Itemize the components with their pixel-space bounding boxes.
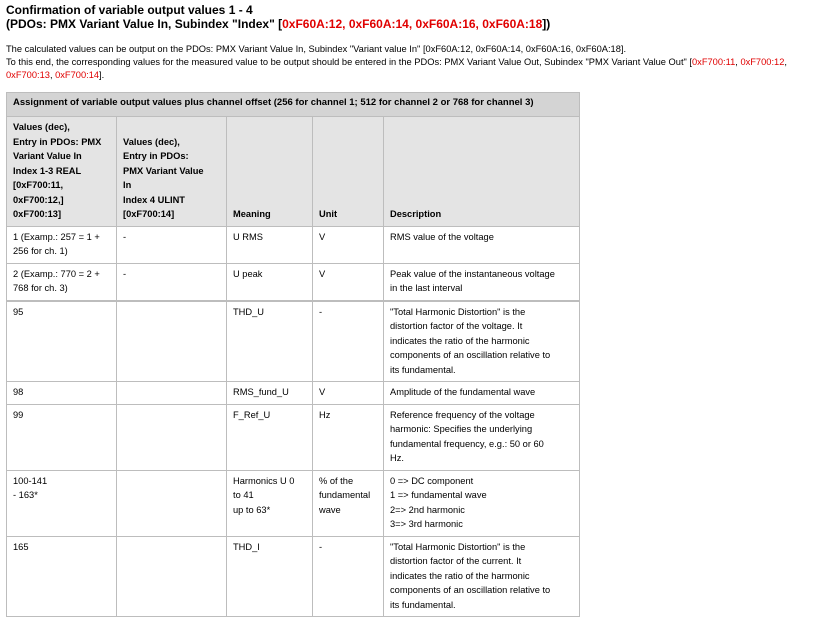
intro-separator-2: , (784, 57, 787, 67)
page-title (6, 3, 550, 31)
cell-meaning: RMS_fund_U (227, 382, 313, 405)
cell-description: "Total Harmonic Distortion" is the distortion factor of the voltage. It indicates the ratio of the harmonic components of an oscillation relative to its fundamental. (384, 301, 580, 382)
intro-code-4: 0xF700:14 (55, 70, 100, 80)
cell-unit: V (313, 382, 384, 405)
table-row (7, 301, 580, 382)
title-line-2-suffix: ]) (542, 17, 551, 31)
intro-code-2: 0xF700:12 (740, 57, 785, 67)
cell-value-ulint (117, 382, 227, 405)
table-row (7, 536, 580, 617)
cell-meaning: U RMS (227, 226, 313, 263)
table-row (7, 263, 580, 300)
cell-value-ulint: - (117, 226, 227, 263)
cell-description: RMS value of the voltage (384, 226, 580, 263)
cell-unit: - (313, 536, 384, 617)
cell-description: Reference frequency of the voltage harmonic: Specifies the underlying fundamental frequency, e.g.: 50 or 60 Hz. (384, 404, 580, 470)
cell-value-ulint (117, 404, 227, 470)
table-row (7, 226, 580, 263)
cell-value-real: 2 (Examp.: 770 = 2 + 768 for ch. 3) (7, 263, 117, 300)
cell-unit: V (313, 263, 384, 300)
header-description: Description (384, 117, 580, 227)
cell-meaning: Harmonics U 0 to 41 up to 63* (227, 470, 313, 536)
title-line-2-prefix: (PDOs: PMX Variant Value In, Subindex "Index" [ (6, 17, 283, 31)
cell-description: Amplitude of the fundamental wave (384, 382, 580, 405)
cell-unit: % of the fundamental wave (313, 470, 384, 536)
cell-unit: Hz (313, 404, 384, 470)
cell-value-real: 100-141 - 163* (7, 470, 117, 536)
cell-meaning: THD_U (227, 301, 313, 382)
cell-value-real: 165 (7, 536, 117, 617)
table-row (7, 404, 580, 470)
table-caption: Assignment of variable output values plus channel offset (256 for channel 1; 512 for channel 2 or 768 for channel 3) (7, 93, 580, 117)
intro-line-1: The calculated values can be output on the PDOs: PMX Variant Value In, Subindex "Variant value In" [0xF60A:12, 0xF60A:14, 0xF60A:16, 0xF60A:18]. (6, 44, 627, 54)
header-meaning: Meaning (227, 117, 313, 227)
intro-paragraph (6, 43, 811, 82)
intro-code-1: 0xF700:11 (692, 57, 736, 67)
cell-meaning: U peak (227, 263, 313, 300)
cell-value-real: 99 (7, 404, 117, 470)
intro-separator-1: , (735, 57, 741, 67)
cell-value-ulint (117, 470, 227, 536)
cell-description: 0 => DC component 1 => fundamental wave 2=> 2nd harmonic 3=> 3rd harmonic (384, 470, 580, 536)
cell-meaning: THD_I (227, 536, 313, 617)
header-values-real: Values (dec), Entry in PDOs: PMX Variant Value In Index 1-3 REAL [0xF700:11, 0xF700:12,] 0xF700:13] (7, 117, 117, 227)
cell-value-real: 98 (7, 382, 117, 405)
intro-line-2-prefix: To this end, the corresponding values for the measured value to be output should be entered in the PDOs: PMX Variant Value Out, Subindex "PMX Variant Value Out" [ (6, 57, 693, 67)
cell-value-ulint (117, 301, 227, 382)
table-row (7, 470, 580, 536)
cell-unit: V (313, 226, 384, 263)
title-line-1: Confirmation of variable output values 1 - 4 (6, 3, 253, 17)
cell-description: "Total Harmonic Distortion" is the distortion factor of the current. It indicates the ratio of the harmonic components of an oscillation relative to its fundamental. (384, 536, 580, 617)
table-row (7, 382, 580, 405)
cell-value-real: 95 (7, 301, 117, 382)
cell-value-real: 1 (Examp.: 257 = 1 + 256 for ch. 1) (7, 226, 117, 263)
title-line-2-codes: 0xF60A:12, 0xF60A:14, 0xF60A:16, 0xF60A:18 (282, 17, 543, 31)
header-values-ulint: Values (dec), Entry in PDOs: PMX Variant Value In Index 4 ULINT [0xF700:14] (117, 117, 227, 227)
cell-value-ulint: - (117, 263, 227, 300)
intro-code-3: 0xF700:13 (6, 70, 50, 80)
intro-line-2-suffix: ]. (99, 70, 105, 80)
cell-description: Peak value of the instantaneous voltage in the last interval (384, 263, 580, 300)
header-unit: Unit (313, 117, 384, 227)
cell-value-ulint (117, 536, 227, 617)
cell-unit: - (313, 301, 384, 382)
intro-separator-3: , (49, 70, 56, 80)
cell-meaning: F_Ref_U (227, 404, 313, 470)
assignment-table (6, 92, 580, 617)
